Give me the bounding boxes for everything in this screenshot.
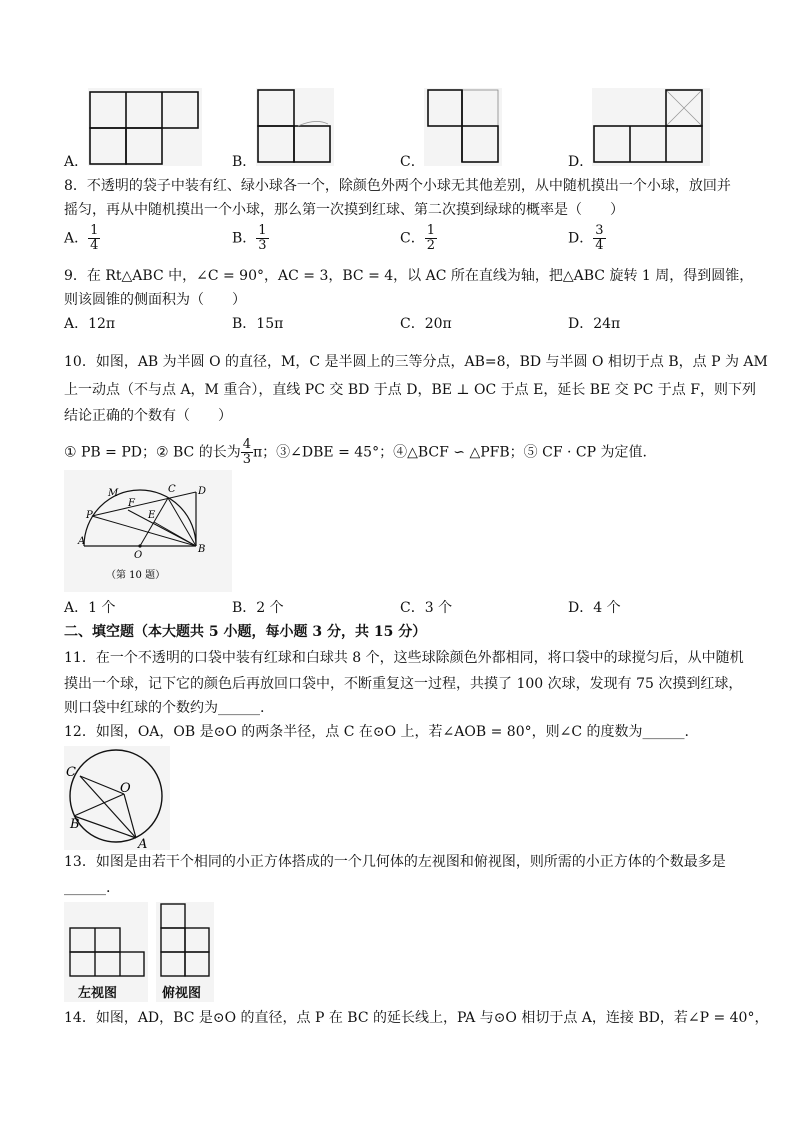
q9-option-c: C．20π xyxy=(400,316,452,332)
q8-option-b xyxy=(232,224,269,253)
q8-option-a-label: A． xyxy=(64,230,89,247)
q9-option-d: D．24π xyxy=(568,316,621,332)
q8-option-d-fraction: $\frac{3}{4}$ xyxy=(595,223,604,253)
q13-left-view-caption: 左视图 xyxy=(78,986,118,1001)
q9-option-b: B．15π xyxy=(232,316,284,332)
q8-option-c-fraction: $\frac{1}{2}$ xyxy=(426,223,435,253)
q10-conclusions-part1: ① PB = PD；② BC 的长为 xyxy=(64,444,241,461)
q13-top-view xyxy=(156,902,214,1002)
q7-option-a: A． xyxy=(64,154,89,170)
q10-label-m: M xyxy=(108,488,119,499)
q7-figure-a xyxy=(88,88,202,166)
q11-text-line1: 11．在一个不透明的口袋中装有红球和白球共 8 个，这些球除颜色外都相同，将口袋中的球搅匀后，从中随机 xyxy=(64,650,744,666)
q7-figure-c xyxy=(424,88,502,166)
q10-figure xyxy=(64,470,232,592)
q10-text-line1: 10．如图，AB 为半圆 O 的直径，M，C 是半圆上的三等分点，AB=8，BD 与半圆 O 相切于点 B，点 P 为 AM xyxy=(64,354,768,370)
q10-label-d: D xyxy=(198,486,207,497)
q10-label-e: E xyxy=(148,510,156,521)
q7-option-b: B． xyxy=(232,154,257,170)
q10-text-line2: 上一动点（不与点 A，M 重合），直线 PC 交 BD 于点 D，BE ⊥ OC 于点 E，延长 BE 交 PC 于点 F，则下列 xyxy=(64,382,756,398)
q10-label-c: C xyxy=(168,484,176,495)
q13-text-line2: ______. xyxy=(64,880,111,896)
q13-top-view-caption: 俯视图 xyxy=(162,986,202,1001)
q12-label-c: C xyxy=(66,765,76,780)
q8-option-c-label: C． xyxy=(400,230,425,247)
q13-text-line1: 13．如图是由若干个相同的小正方体搭成的一个几何体的左视图和俯视图，则所需的小正方体的个数最多是 xyxy=(64,854,726,870)
q10-conclusions xyxy=(64,438,647,467)
q9-text-line2: 则该圆锥的侧面积为（ ） xyxy=(64,292,246,308)
q14-text-line1: 14．如图，AD，BC 是⊙O 的直径，点 P 在 BC 的延长线上，PA 与⊙O 相切于点 A，连接 BD，若∠P = 40°， xyxy=(64,1010,769,1026)
q10-conclusions-part2: π；③∠DBE = 45°；④△BCF ∽ △PFB；⑤ CF · CP 为定值. xyxy=(252,444,647,461)
q8-text-line1: 8．不透明的袋子中装有红、绿小球各一个，除颜色外两个小球无其他差别，从中随机摸出一个小球，放回并 xyxy=(64,178,731,194)
q7-option-d: D． xyxy=(568,154,594,170)
q9-text-line1: 9．在 Rt△ABC 中，∠C = 90°，AC = 3，BC = 4，以 AC 所在直线为轴，把△ABC 旋转 1 周，得到圆锥， xyxy=(64,268,754,284)
q8-option-a-fraction: $\frac{1}{4}$ xyxy=(90,223,99,253)
q12-label-a: A xyxy=(138,837,148,852)
q7-figure-d-svg xyxy=(592,88,710,166)
q10-arc-fraction: $\frac{4}{3}$ xyxy=(242,437,251,467)
q10-option-d: D．4 个 xyxy=(568,600,621,616)
q10-label-f: F xyxy=(128,498,135,509)
q9-option-a: A．12π xyxy=(64,316,116,332)
q10-figure-svg xyxy=(64,470,232,592)
q10-option-c: C．3 个 xyxy=(400,600,453,616)
q11-text-line3: 则口袋中红球的个数约为______. xyxy=(64,700,265,716)
q10-label-a: A xyxy=(78,536,86,547)
q7-figure-d xyxy=(592,88,710,166)
q10-text-line3: 结论正确的个数有（ ） xyxy=(64,408,232,424)
q8-option-b-fraction: $\frac{1}{3}$ xyxy=(258,223,267,253)
q10-label-p: P xyxy=(86,510,93,521)
q7-figure-b xyxy=(256,88,334,166)
q7-option-c: C． xyxy=(400,154,425,170)
q8-option-a xyxy=(64,224,100,253)
q8-option-b-label: B． xyxy=(232,230,257,247)
q7-figure-a-svg xyxy=(88,88,202,166)
q13-left-view xyxy=(64,902,148,1002)
q11-text-line2: 摸出一个球，记下它的颜色后再放回口袋中，不断重复这一过程，共摸了 100 次球，发现有 75 次摸到红球， xyxy=(64,676,743,692)
q12-label-o: O xyxy=(120,781,131,796)
q10-option-b: B．2 个 xyxy=(232,600,284,616)
q8-text-line2: 摇匀，再从中随机摸出一个小球，那么第一次摸到红球、第二次摸到绿球的概率是（ ） xyxy=(64,202,624,218)
q10-figure-caption: （第 10 题） xyxy=(106,570,166,581)
q10-label-b: B xyxy=(198,544,206,555)
q12-text-line1: 12．如图，OA，OB 是⊙O 的两条半径，点 C 在⊙O 上，若∠AOB = 80°，则∠C 的度数为______. xyxy=(64,724,689,740)
q12-figure xyxy=(64,746,170,850)
q10-option-a: A．1 个 xyxy=(64,600,116,616)
q8-option-d xyxy=(568,224,606,253)
q12-figure-svg xyxy=(64,746,170,850)
q12-label-b: B xyxy=(70,817,80,832)
section-2-title: 二、填空题（本大题共 5 小题，每小题 3 分，共 15 分） xyxy=(64,624,427,640)
q10-label-o: O xyxy=(134,550,143,561)
q8-option-d-label: D． xyxy=(568,230,594,247)
q8-option-c xyxy=(400,224,437,253)
q7-figure-c-svg xyxy=(424,88,502,166)
q7-figure-b-svg xyxy=(256,88,334,166)
